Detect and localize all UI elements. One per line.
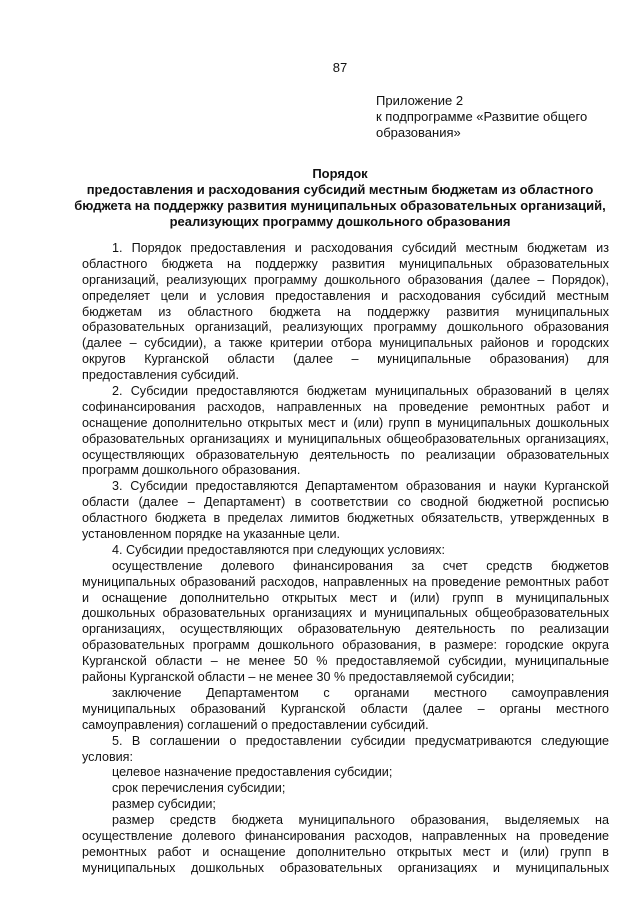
title-line: бюджета на поддержку развития муниципальных образовательных организаций, xyxy=(74,198,606,213)
body-line: 4. Субсидии предоставляются при следующих условиях: xyxy=(112,542,445,557)
appendix-note xyxy=(376,93,606,141)
body-line: 3. Субсидии предоставляются Департаментом образования и науки Курганской xyxy=(112,479,609,494)
body-line: области (далее – Департамент) в соответствии со сводной бюджетной росписью xyxy=(82,495,609,510)
body-line: муниципальных образований расходов, направленных на проведение ремонтных работ xyxy=(82,574,609,589)
body-line: округов Курганской области (далее – муниципальные образования) для xyxy=(82,352,609,367)
appendix-line: Приложение 2 xyxy=(376,93,464,108)
body-line: оснащение дополнительно открытых мест и (или) групп в муниципальных дошкольных xyxy=(82,415,609,430)
body-line: осуществление долевого финансирования расходов, направленных на проведение xyxy=(82,828,609,843)
title-line: предоставления и расходования субсидий местным бюджетам из областного xyxy=(86,182,594,197)
body-line: целевое назначение предоставления субсидии; xyxy=(112,765,393,780)
body-line: размер субсидии; xyxy=(112,797,216,812)
body-line: предоставления субсидий. xyxy=(82,368,239,383)
body-line: (далее – субсидии), а также критерии отбора муниципальных районов и городских xyxy=(82,336,609,351)
title-line: Порядок xyxy=(312,166,368,181)
title-line: реализующих программу дошкольного образования xyxy=(169,214,511,229)
body-line: организаций, реализующих программу дошкольного образования (далее – Порядок), xyxy=(82,272,609,287)
body-line: софинансирования расходов, направленных на проведение ремонтных работ и xyxy=(82,399,609,414)
body-line: осуществление долевого финансирования за счет средств бюджетов xyxy=(112,558,609,573)
body-line: муниципальных дошкольных образовательных организациях и муниципальных xyxy=(82,860,609,875)
body-line: образовательных организациях и муниципальных общеобразовательных организациях, xyxy=(82,431,609,446)
body-line: программ дошкольного образования. xyxy=(82,463,301,478)
body-line: заключение Департаментом с органами местного самоуправления xyxy=(112,685,609,700)
body-line: 5. В соглашении о предоставлении субсидии предусматриваются следующие xyxy=(112,733,609,748)
body-line: определяет цели и условия предоставления и расходования субсидий местным xyxy=(82,288,609,303)
body-line: образовательных организаций, реализующих программу дошкольного образования xyxy=(82,320,609,335)
body-line: бюджетам из областного бюджета на поддержку развития муниципальных xyxy=(82,304,609,319)
document-body xyxy=(82,241,609,877)
body-line: условия: xyxy=(82,749,133,764)
body-line: дошкольных образовательных организациях и муниципальных общеобразовательных xyxy=(82,606,609,621)
body-line: 2. Субсидии предоставляются бюджетам муниципальных образований в целях xyxy=(112,384,609,399)
body-line: и оснащение дополнительно открытых мест и (или) групп в муниципальных xyxy=(82,590,609,605)
body-line: организациях, осуществляющих образовательную деятельность по реализации xyxy=(82,622,609,637)
body-line: осуществляющих образовательную деятельность по реализации образовательных xyxy=(82,447,609,462)
body-line: областного бюджета в пределах лимитов бюджетных обязательств, утвержденных в xyxy=(82,511,609,526)
appendix-line: к подпрограмме «Развитие общего xyxy=(376,109,588,124)
body-line: срок перечисления субсидии; xyxy=(112,781,286,796)
body-line: размер средств бюджета муниципального образования, выделяемых на xyxy=(112,813,609,828)
body-line: образовательных программ дошкольного образования, в размере: городские округа xyxy=(82,638,609,653)
body-line: самоуправления) соглашений о предоставлении субсидий. xyxy=(82,717,429,732)
body-line: муниципальных образований Курганской области (далее – органы местного xyxy=(82,701,609,716)
appendix-line: образования» xyxy=(376,125,461,140)
body-line: Курганской области – не менее 50 % предоставляемой субсидии, муниципальные xyxy=(82,654,609,669)
body-line: областного бюджета на поддержку развития муниципальных образовательных xyxy=(82,256,609,271)
page-number: 87 xyxy=(332,60,348,75)
body-line: установленном порядке на указанные цели. xyxy=(82,527,341,542)
body-line: ремонтных работ и оснащение дополнительно открытых мест и (или) групп в xyxy=(82,844,609,859)
document-title xyxy=(70,166,610,230)
body-line: районы Курганской области – не менее 30 % предоставляемой субсидии; xyxy=(82,670,515,685)
body-line: 1. Порядок предоставления и расходования субсидий местным бюджетам из xyxy=(112,241,609,255)
